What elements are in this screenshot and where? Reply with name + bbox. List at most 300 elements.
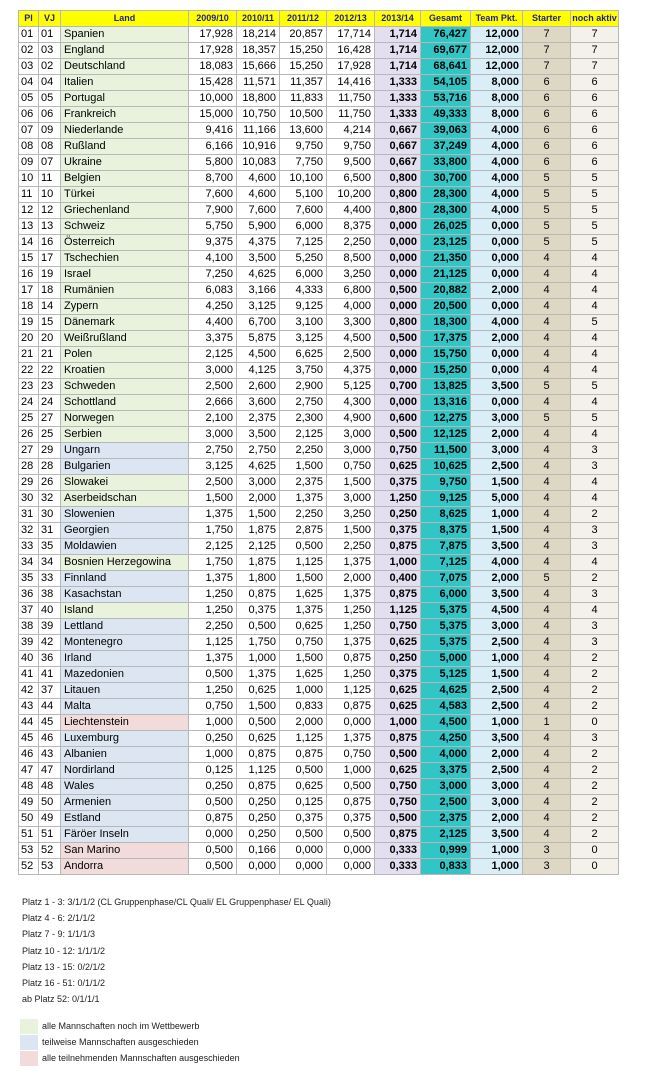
cell-team-pkt: 1,000 xyxy=(471,843,523,859)
cell-gesamt: 28,300 xyxy=(421,203,471,219)
cell-2010-11: 0,166 xyxy=(237,843,280,859)
cell-2012-13: 14,416 xyxy=(327,75,375,91)
cell-2011-12: 7,750 xyxy=(280,155,327,171)
cell-2012-13: 2,250 xyxy=(327,539,375,555)
cell-2009-10: 0,500 xyxy=(189,859,237,875)
table-row xyxy=(19,635,619,651)
cell-gesamt: 15,250 xyxy=(421,363,471,379)
cell-2009-10: 2,125 xyxy=(189,347,237,363)
table-row xyxy=(19,139,619,155)
header-row xyxy=(19,11,619,27)
cell-2009-10: 7,900 xyxy=(189,203,237,219)
cell-2013-14: 1,333 xyxy=(375,107,421,123)
table-row xyxy=(19,731,619,747)
cell-2011-12: 3,125 xyxy=(280,331,327,347)
cell-2012-13: 1,250 xyxy=(327,667,375,683)
cell-2013-14: 1,250 xyxy=(375,491,421,507)
cell-2012-13: 0,500 xyxy=(327,827,375,843)
cell-2011-12: 13,600 xyxy=(280,123,327,139)
cell-2011-12: 2,900 xyxy=(280,379,327,395)
header-land: Land xyxy=(61,11,189,27)
legend-label: alle teilnehmenden Mannschaften ausgeschieden xyxy=(42,1053,240,1063)
cell-2009-10: 7,250 xyxy=(189,267,237,283)
cell-starter: 4 xyxy=(523,267,571,283)
cell-noch-aktiv: 6 xyxy=(571,75,619,91)
cell-2013-14: 0,000 xyxy=(375,395,421,411)
cell-noch-aktiv: 3 xyxy=(571,459,619,475)
cell-vj: 24 xyxy=(39,395,61,411)
cell-gesamt: 20,500 xyxy=(421,299,471,315)
cell-2011-12: 0,750 xyxy=(280,635,327,651)
cell-gesamt: 49,333 xyxy=(421,107,471,123)
cell-starter: 5 xyxy=(523,571,571,587)
cell-2012-13: 9,500 xyxy=(327,155,375,171)
cell-vj: 20 xyxy=(39,331,61,347)
header-2010-11: 2010/11 xyxy=(237,11,280,27)
cell-2013-14: 0,667 xyxy=(375,139,421,155)
cell-2009-10: 0,250 xyxy=(189,779,237,795)
cell-2013-14: 0,625 xyxy=(375,699,421,715)
cell-vj: 26 xyxy=(39,475,61,491)
cell-land: Slowakei xyxy=(61,475,189,491)
cell-2009-10: 0,125 xyxy=(189,763,237,779)
cell-2013-14: 0,667 xyxy=(375,155,421,171)
cell-starter: 7 xyxy=(523,59,571,75)
cell-2010-11: 18,214 xyxy=(237,27,280,43)
cell-pl: 05 xyxy=(19,91,39,107)
cell-2010-11: 0,625 xyxy=(237,731,280,747)
cell-noch-aktiv: 5 xyxy=(571,411,619,427)
cell-2012-13: 0,750 xyxy=(327,459,375,475)
cell-2012-13: 0,000 xyxy=(327,715,375,731)
cell-2012-13: 0,000 xyxy=(327,859,375,875)
note-line: Platz 16 - 51: 0/1/1/2 xyxy=(22,977,106,988)
cell-noch-aktiv: 6 xyxy=(571,139,619,155)
table-row xyxy=(19,811,619,827)
cell-2011-12: 1,500 xyxy=(280,571,327,587)
cell-2013-14: 0,750 xyxy=(375,779,421,795)
cell-vj: 27 xyxy=(39,411,61,427)
cell-gesamt: 26,025 xyxy=(421,219,471,235)
cell-pl: 37 xyxy=(19,603,39,619)
cell-land: Bosnien Herzegowina xyxy=(61,555,189,571)
cell-pl: 29 xyxy=(19,475,39,491)
cell-land: England xyxy=(61,43,189,59)
cell-vj: 50 xyxy=(39,795,61,811)
cell-land: Israel xyxy=(61,267,189,283)
cell-2011-12: 2,375 xyxy=(280,475,327,491)
cell-vj: 48 xyxy=(39,779,61,795)
cell-pl: 47 xyxy=(19,763,39,779)
header-vj: VJ xyxy=(39,11,61,27)
cell-gesamt: 8,625 xyxy=(421,507,471,523)
cell-starter: 4 xyxy=(523,827,571,843)
cell-noch-aktiv: 5 xyxy=(571,171,619,187)
cell-team-pkt: 4,000 xyxy=(471,139,523,155)
cell-starter: 4 xyxy=(523,507,571,523)
cell-2013-14: 0,875 xyxy=(375,827,421,843)
cell-gesamt: 12,125 xyxy=(421,427,471,443)
cell-starter: 4 xyxy=(523,363,571,379)
legend-label: teilweise Mannschaften ausgeschieden xyxy=(42,1037,199,1047)
cell-2012-13: 3,250 xyxy=(327,267,375,283)
cell-noch-aktiv: 2 xyxy=(571,667,619,683)
cell-starter: 6 xyxy=(523,139,571,155)
cell-2011-12: 1,125 xyxy=(280,731,327,747)
cell-2009-10: 1,250 xyxy=(189,587,237,603)
cell-2012-13: 11,750 xyxy=(327,91,375,107)
cell-2009-10: 15,428 xyxy=(189,75,237,91)
cell-starter: 4 xyxy=(523,395,571,411)
cell-noch-aktiv: 4 xyxy=(571,283,619,299)
cell-2012-13: 6,500 xyxy=(327,171,375,187)
cell-2012-13: 0,875 xyxy=(327,795,375,811)
cell-vj: 04 xyxy=(39,75,61,91)
cell-starter: 4 xyxy=(523,811,571,827)
cell-gesamt: 7,125 xyxy=(421,555,471,571)
note-line: Platz 1 - 3: 3/1/1/2 (CL Gruppenphase/CL Quali/ EL Gruppenphase/ EL Quali) xyxy=(22,897,331,907)
cell-vj: 19 xyxy=(39,267,61,283)
cell-2010-11: 0,500 xyxy=(237,715,280,731)
cell-gesamt: 13,825 xyxy=(421,379,471,395)
cell-pl: 09 xyxy=(19,155,39,171)
cell-vj: 10 xyxy=(39,187,61,203)
cell-2010-11: 0,875 xyxy=(237,747,280,763)
cell-pl: 51 xyxy=(19,827,39,843)
cell-pl: 12 xyxy=(19,203,39,219)
cell-vj: 37 xyxy=(39,683,61,699)
cell-gesamt: 4,250 xyxy=(421,731,471,747)
cell-pl: 17 xyxy=(19,283,39,299)
cell-pl: 49 xyxy=(19,795,39,811)
cell-gesamt: 4,625 xyxy=(421,683,471,699)
cell-starter: 5 xyxy=(523,187,571,203)
cell-2011-12: 5,250 xyxy=(280,251,327,267)
cell-2009-10: 18,083 xyxy=(189,59,237,75)
cell-vj: 01 xyxy=(39,27,61,43)
cell-2012-13: 0,500 xyxy=(327,779,375,795)
cell-2010-11: 0,500 xyxy=(237,619,280,635)
cell-land: Schweiz xyxy=(61,219,189,235)
cell-pl: 26 xyxy=(19,427,39,443)
cell-2010-11: 2,125 xyxy=(237,539,280,555)
cell-team-pkt: 2,500 xyxy=(471,683,523,699)
cell-2013-14: 0,250 xyxy=(375,507,421,523)
cell-pl: 28 xyxy=(19,459,39,475)
cell-pl: 34 xyxy=(19,555,39,571)
table-row xyxy=(19,795,619,811)
cell-gesamt: 76,427 xyxy=(421,27,471,43)
cell-2011-12: 1,000 xyxy=(280,683,327,699)
cell-team-pkt: 3,500 xyxy=(471,827,523,843)
cell-2010-11: 0,625 xyxy=(237,683,280,699)
cell-land: Niederlande xyxy=(61,123,189,139)
cell-team-pkt: 8,000 xyxy=(471,75,523,91)
cell-2013-14: 0,000 xyxy=(375,363,421,379)
cell-2013-14: 0,625 xyxy=(375,459,421,475)
cell-2012-13: 3,000 xyxy=(327,443,375,459)
cell-pl: 02 xyxy=(19,43,39,59)
cell-2012-13: 4,000 xyxy=(327,299,375,315)
cell-starter: 4 xyxy=(523,475,571,491)
cell-noch-aktiv: 0 xyxy=(571,715,619,731)
cell-team-pkt: 2,500 xyxy=(471,763,523,779)
cell-2011-12: 1,375 xyxy=(280,603,327,619)
cell-land: Kasachstan xyxy=(61,587,189,603)
cell-2013-14: 1,714 xyxy=(375,59,421,75)
cell-2011-12: 0,375 xyxy=(280,811,327,827)
cell-gesamt: 3,000 xyxy=(421,779,471,795)
cell-noch-aktiv: 5 xyxy=(571,379,619,395)
cell-vj: 53 xyxy=(39,859,61,875)
cell-2009-10: 10,000 xyxy=(189,91,237,107)
cell-noch-aktiv: 3 xyxy=(571,635,619,651)
cell-team-pkt: 3,500 xyxy=(471,587,523,603)
cell-2010-11: 0,375 xyxy=(237,603,280,619)
cell-land: Irland xyxy=(61,651,189,667)
cell-2012-13: 1,500 xyxy=(327,523,375,539)
cell-2013-14: 0,800 xyxy=(375,171,421,187)
cell-noch-aktiv: 5 xyxy=(571,187,619,203)
cell-2013-14: 1,714 xyxy=(375,27,421,43)
legend-swatch xyxy=(20,1035,38,1050)
note-line: Platz 7 - 9: 1/1/1/3 xyxy=(22,929,96,940)
cell-pl: 20 xyxy=(19,331,39,347)
cell-starter: 5 xyxy=(523,219,571,235)
cell-land: Polen xyxy=(61,347,189,363)
legend-swatch xyxy=(20,1051,38,1066)
cell-team-pkt: 0,000 xyxy=(471,347,523,363)
cell-2009-10: 9,375 xyxy=(189,235,237,251)
cell-2010-11: 0,250 xyxy=(237,811,280,827)
cell-pl: 38 xyxy=(19,619,39,635)
cell-noch-aktiv: 2 xyxy=(571,747,619,763)
cell-2012-13: 1,250 xyxy=(327,603,375,619)
cell-pl: 45 xyxy=(19,731,39,747)
cell-starter: 4 xyxy=(523,795,571,811)
cell-2009-10: 1,500 xyxy=(189,491,237,507)
cell-starter: 6 xyxy=(523,123,571,139)
cell-pl: 04 xyxy=(19,75,39,91)
cell-2011-12: 0,500 xyxy=(280,827,327,843)
cell-gesamt: 9,125 xyxy=(421,491,471,507)
cell-noch-aktiv: 0 xyxy=(571,843,619,859)
legend-label: alle Mannschaften noch im Wettbewerb xyxy=(42,1021,200,1031)
table-row xyxy=(19,155,619,171)
cell-vj: 35 xyxy=(39,539,61,555)
cell-noch-aktiv: 4 xyxy=(571,555,619,571)
cell-2010-11: 2,750 xyxy=(237,443,280,459)
cell-land: Griechenland xyxy=(61,203,189,219)
cell-noch-aktiv: 4 xyxy=(571,475,619,491)
cell-gesamt: 5,125 xyxy=(421,667,471,683)
cell-land: Armenien xyxy=(61,795,189,811)
cell-2011-12: 0,000 xyxy=(280,843,327,859)
cell-noch-aktiv: 2 xyxy=(571,651,619,667)
cell-starter: 4 xyxy=(523,731,571,747)
cell-team-pkt: 0,000 xyxy=(471,395,523,411)
table-row xyxy=(19,715,619,731)
cell-noch-aktiv: 2 xyxy=(571,779,619,795)
table-row xyxy=(19,59,619,75)
cell-2013-14: 1,000 xyxy=(375,555,421,571)
cell-2012-13: 3,250 xyxy=(327,507,375,523)
cell-pl: 06 xyxy=(19,107,39,123)
cell-2012-13: 4,375 xyxy=(327,363,375,379)
table-row xyxy=(19,379,619,395)
cell-starter: 6 xyxy=(523,91,571,107)
cell-2010-11: 3,000 xyxy=(237,475,280,491)
cell-noch-aktiv: 6 xyxy=(571,155,619,171)
cell-starter: 5 xyxy=(523,235,571,251)
cell-starter: 4 xyxy=(523,539,571,555)
cell-vj: 25 xyxy=(39,427,61,443)
cell-2011-12: 10,500 xyxy=(280,107,327,123)
cell-2011-12: 1,500 xyxy=(280,651,327,667)
cell-gesamt: 12,275 xyxy=(421,411,471,427)
cell-2012-13: 8,500 xyxy=(327,251,375,267)
header-2011-12: 2011/12 xyxy=(280,11,327,27)
cell-2012-13: 6,800 xyxy=(327,283,375,299)
cell-2013-14: 0,500 xyxy=(375,427,421,443)
cell-vj: 28 xyxy=(39,459,61,475)
cell-starter: 6 xyxy=(523,75,571,91)
cell-noch-aktiv: 3 xyxy=(571,443,619,459)
cell-2011-12: 11,357 xyxy=(280,75,327,91)
cell-vj: 38 xyxy=(39,587,61,603)
cell-gesamt: 3,375 xyxy=(421,763,471,779)
cell-team-pkt: 4,000 xyxy=(471,123,523,139)
cell-2013-14: 0,250 xyxy=(375,651,421,667)
cell-team-pkt: 4,000 xyxy=(471,315,523,331)
cell-starter: 4 xyxy=(523,347,571,363)
cell-2012-13: 0,875 xyxy=(327,651,375,667)
cell-starter: 4 xyxy=(523,699,571,715)
cell-team-pkt: 12,000 xyxy=(471,43,523,59)
cell-land: Kroatien xyxy=(61,363,189,379)
cell-2009-10: 6,083 xyxy=(189,283,237,299)
cell-land: Schweden xyxy=(61,379,189,395)
cell-pl: 42 xyxy=(19,683,39,699)
cell-2009-10: 5,800 xyxy=(189,155,237,171)
cell-noch-aktiv: 4 xyxy=(571,491,619,507)
cell-2009-10: 7,600 xyxy=(189,187,237,203)
cell-starter: 6 xyxy=(523,107,571,123)
cell-2011-12: 2,000 xyxy=(280,715,327,731)
cell-2009-10: 0,875 xyxy=(189,811,237,827)
cell-land: Färöer Inseln xyxy=(61,827,189,843)
cell-noch-aktiv: 2 xyxy=(571,507,619,523)
cell-gesamt: 11,500 xyxy=(421,443,471,459)
cell-land: Dänemark xyxy=(61,315,189,331)
cell-2013-14: 0,500 xyxy=(375,747,421,763)
cell-2009-10: 9,416 xyxy=(189,123,237,139)
cell-2011-12: 9,750 xyxy=(280,139,327,155)
cell-vj: 46 xyxy=(39,731,61,747)
cell-2010-11: 6,700 xyxy=(237,315,280,331)
cell-team-pkt: 2,500 xyxy=(471,699,523,715)
cell-starter: 7 xyxy=(523,43,571,59)
cell-noch-aktiv: 7 xyxy=(571,59,619,75)
header-2009-10: 2009/10 xyxy=(189,11,237,27)
cell-2011-12: 2,750 xyxy=(280,395,327,411)
cell-pl: 16 xyxy=(19,267,39,283)
cell-2010-11: 1,750 xyxy=(237,635,280,651)
cell-pl: 50 xyxy=(19,811,39,827)
cell-gesamt: 69,677 xyxy=(421,43,471,59)
cell-team-pkt: 3,500 xyxy=(471,539,523,555)
cell-land: Albanien xyxy=(61,747,189,763)
cell-2012-13: 4,900 xyxy=(327,411,375,427)
cell-pl: 25 xyxy=(19,411,39,427)
cell-gesamt: 28,300 xyxy=(421,187,471,203)
cell-gesamt: 30,700 xyxy=(421,171,471,187)
cell-pl: 03 xyxy=(19,59,39,75)
cell-land: Zypern xyxy=(61,299,189,315)
cell-2009-10: 2,500 xyxy=(189,475,237,491)
cell-gesamt: 13,316 xyxy=(421,395,471,411)
cell-2009-10: 3,000 xyxy=(189,363,237,379)
cell-2011-12: 10,100 xyxy=(280,171,327,187)
cell-2009-10: 2,666 xyxy=(189,395,237,411)
cell-2009-10: 0,000 xyxy=(189,827,237,843)
cell-starter: 4 xyxy=(523,299,571,315)
cell-noch-aktiv: 2 xyxy=(571,811,619,827)
cell-vj: 22 xyxy=(39,363,61,379)
cell-2010-11: 3,500 xyxy=(237,427,280,443)
cell-2010-11: 10,750 xyxy=(237,107,280,123)
cell-vj: 08 xyxy=(39,139,61,155)
cell-vj: 42 xyxy=(39,635,61,651)
cell-noch-aktiv: 0 xyxy=(571,859,619,875)
cell-noch-aktiv: 6 xyxy=(571,107,619,123)
cell-gesamt: 2,500 xyxy=(421,795,471,811)
cell-2012-13: 2,500 xyxy=(327,347,375,363)
cell-2011-12: 0,625 xyxy=(280,779,327,795)
cell-2012-13: 0,000 xyxy=(327,843,375,859)
cell-2013-14: 0,333 xyxy=(375,843,421,859)
cell-team-pkt: 3,000 xyxy=(471,795,523,811)
cell-noch-aktiv: 3 xyxy=(571,523,619,539)
cell-gesamt: 2,125 xyxy=(421,827,471,843)
cell-gesamt: 10,625 xyxy=(421,459,471,475)
header-2013-14: 2013/14 xyxy=(375,11,421,27)
cell-vj: 40 xyxy=(39,603,61,619)
cell-gesamt: 23,125 xyxy=(421,235,471,251)
cell-team-pkt: 1,000 xyxy=(471,651,523,667)
cell-2013-14: 1,333 xyxy=(375,75,421,91)
cell-team-pkt: 0,000 xyxy=(471,235,523,251)
cell-vj: 07 xyxy=(39,155,61,171)
table-row xyxy=(19,315,619,331)
cell-noch-aktiv: 2 xyxy=(571,763,619,779)
table-row xyxy=(19,651,619,667)
cell-vj: 16 xyxy=(39,235,61,251)
cell-vj: 36 xyxy=(39,651,61,667)
cell-2010-11: 7,600 xyxy=(237,203,280,219)
cell-2013-14: 0,400 xyxy=(375,571,421,587)
cell-team-pkt: 0,000 xyxy=(471,251,523,267)
cell-2013-14: 0,750 xyxy=(375,795,421,811)
cell-team-pkt: 3,000 xyxy=(471,443,523,459)
cell-2013-14: 0,000 xyxy=(375,267,421,283)
cell-2012-13: 2,000 xyxy=(327,571,375,587)
cell-2009-10: 4,250 xyxy=(189,299,237,315)
cell-starter: 5 xyxy=(523,203,571,219)
cell-vj: 15 xyxy=(39,315,61,331)
cell-2010-11: 1,500 xyxy=(237,699,280,715)
cell-2012-13: 8,375 xyxy=(327,219,375,235)
